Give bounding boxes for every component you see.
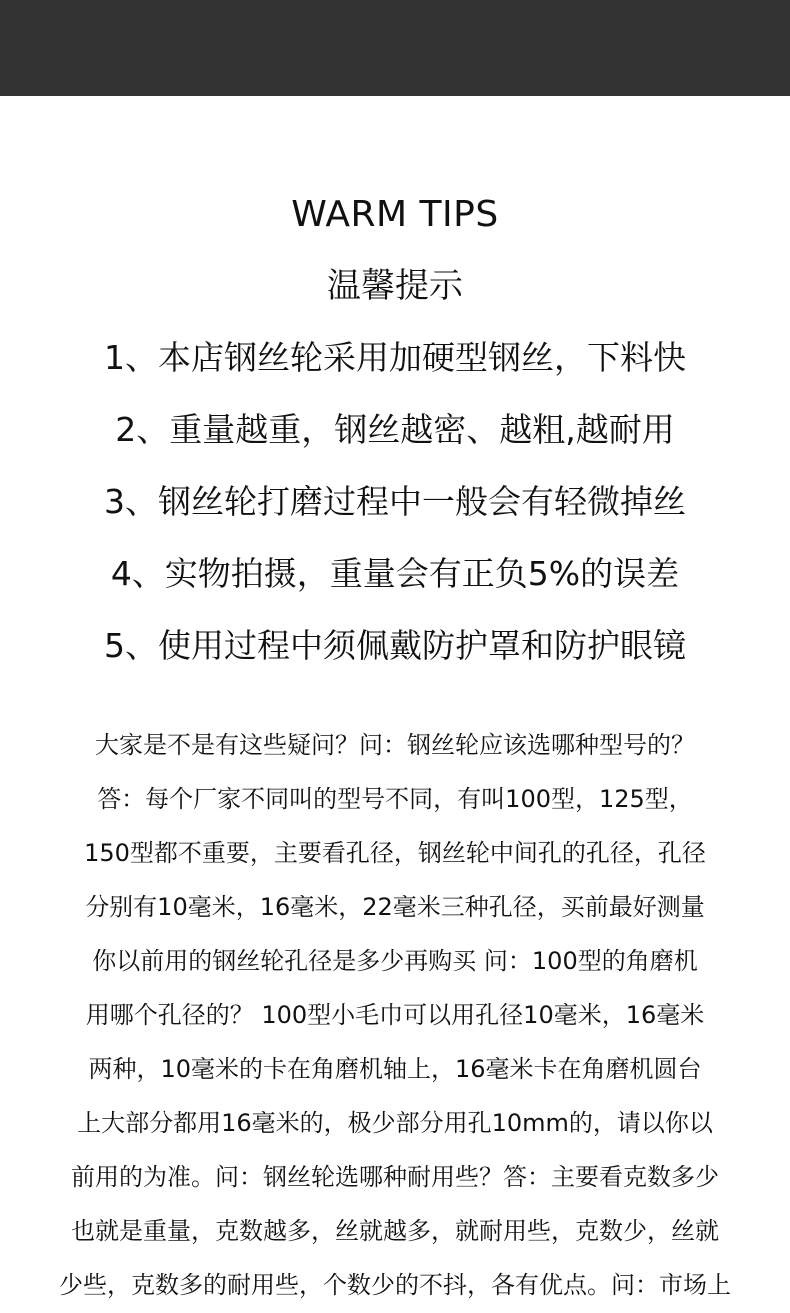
faq-line: 少些，克数多的耐用些，个数少的不抖，各有优点。问：市场上 xyxy=(59,1271,731,1299)
title-chinese: 温馨提示 xyxy=(327,266,463,306)
faq-line: 前用的为准。问：钢丝轮选哪种耐用些？答：主要看克数多少 xyxy=(71,1163,719,1191)
faq-line: 答：每个厂家不同叫的型号不同，有叫100型，125型， xyxy=(97,785,693,813)
faq-line: 也就是重量，克数越多，丝就越多，就耐用些，克数少，丝就 xyxy=(71,1217,719,1245)
faq-line: 150型都不重要，主要看孔径，钢丝轮中间孔的孔径，孔径 xyxy=(84,839,706,867)
faq-line: 用哪个孔径的？ 100型小毛巾可以用孔径10毫米，16毫米 xyxy=(85,1001,705,1029)
faq-line: 上大部分都用16毫米的，极少部分用孔10mm的，请以你以 xyxy=(77,1109,713,1137)
tip-item: 4、实物拍摄，重量会有正负5%的误差 xyxy=(110,554,680,593)
title-english: WARM TIPS xyxy=(291,194,499,235)
header-bar xyxy=(0,0,790,96)
faq-section xyxy=(0,719,790,1313)
tips-list xyxy=(0,334,790,694)
faq-line: 大家是不是有这些疑问？问：钢丝轮应该选哪种型号的？ xyxy=(95,731,695,759)
faq-line: 分别有10毫米，16毫米，22毫米三种孔径，买前最好测量 xyxy=(85,893,705,921)
tip-item: 5、使用过程中须佩戴防护罩和防护眼镜 xyxy=(104,626,686,665)
tip-item: 1、本店钢丝轮采用加硬型钢丝，下料快 xyxy=(104,338,686,377)
tip-item: 3、钢丝轮打磨过程中一般会有轻微掉丝 xyxy=(104,482,686,521)
faq-line: 两种，10毫米的卡在角磨机轴上，16毫米卡在角磨机圆台 xyxy=(88,1055,702,1083)
tip-item: 2、重量越重，钢丝越密、越粗,越耐用 xyxy=(115,410,675,449)
faq-line: 你以前用的钢丝轮孔径是多少再购买 问：100型的角磨机 xyxy=(92,947,698,975)
